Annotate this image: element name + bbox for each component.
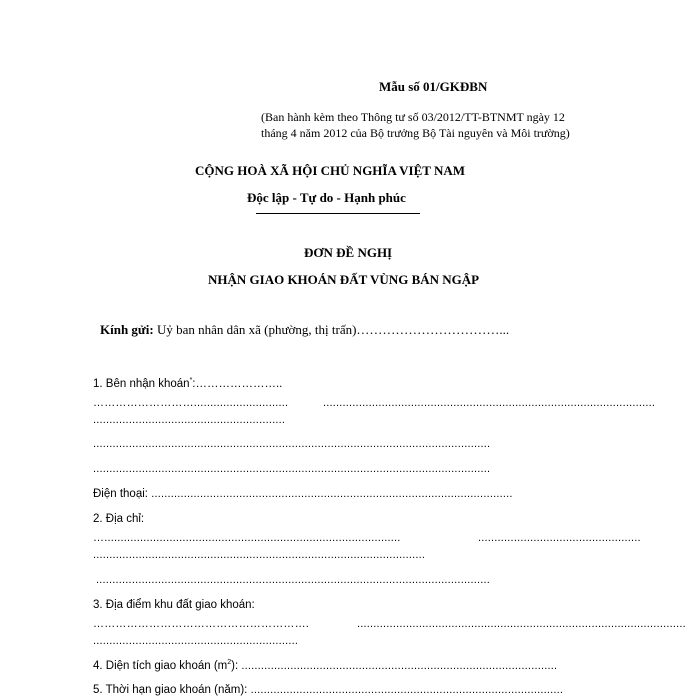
- dotted-line: .........................................................................................................................: [96, 574, 490, 586]
- address-label: 2. Địa chỉ:: [93, 513, 145, 525]
- dotted-line: .....................................................................................................: [357, 618, 686, 630]
- document-title: ĐƠN ĐỀ NGHỊ: [304, 245, 393, 260]
- dotted-line: …...........................................................................................: [93, 532, 401, 544]
- term-field: [93, 684, 563, 696]
- dotted-line: ...........................................................: [93, 414, 286, 426]
- dotted-line: ......................................................................................................: [323, 397, 656, 409]
- dotted-line: ...............................................................: [93, 635, 299, 647]
- dotted-line: ………………………………………………….: [93, 618, 310, 630]
- national-motto: Độc lập - Tự do - Hạnh phúc: [247, 190, 406, 205]
- dotted-line: ..........................................................................................................................: [93, 463, 491, 475]
- recipient-party-label: 1. Bên nhận khoán: [93, 377, 190, 390]
- national-title: CỘNG HOÀ XÃ HỘI CHỦ NGHĨA VIỆT NAM: [195, 163, 466, 178]
- area-unit: 2: [227, 659, 232, 666]
- form-code: Mẫu số 01/GKĐBN: [379, 79, 488, 94]
- phone-label: Điện thoại:: [93, 488, 148, 500]
- recipient-line: [100, 322, 509, 338]
- area-suffix: ):: [231, 659, 239, 672]
- recipient-party-field: [93, 377, 282, 390]
- issuance-note-line2: tháng 4 năm 2012 của Bộ trưởng Bộ Tài nguyên và Môi trường): [261, 126, 570, 140]
- issuance-note-line1: (Ban hành kèm theo Thông tư số 03/2012/TT-BTNMT ngày 12: [261, 110, 565, 124]
- document-subtitle: NHẬN GIAO KHOÁN ĐẤT VÙNG BÁN NGẬP: [208, 272, 480, 287]
- area-label: 4. Diện tích giao khoán (m: [93, 659, 228, 672]
- area-dots: .................................................................................................: [241, 659, 558, 672]
- recipient-text: Uỷ ban nhân dân xã (phường, thị trấn)……………………………...: [156, 322, 510, 337]
- term-dots: ................................................................................................: [250, 684, 564, 696]
- dotted-line: ..........................................................................................................................: [93, 438, 491, 450]
- location-label: 3. Địa điểm khu đất giao khoán:: [93, 599, 255, 611]
- recipient-party-dots: :…………………..: [192, 377, 283, 390]
- dotted-line: ……………………….............................: [93, 397, 289, 409]
- dotted-line: ..................................................: [478, 532, 641, 544]
- phone-field: [93, 488, 513, 500]
- term-label: 5. Thời hạn giao khoán (năm):: [93, 684, 248, 696]
- dotted-line: ......................................................................................................: [93, 549, 426, 561]
- recipient-party-mark: *: [189, 377, 193, 384]
- motto-underline: [256, 213, 420, 214]
- phone-dots: ...............................................................................................................: [151, 488, 513, 500]
- recipient-label: Kính gửi:: [100, 322, 154, 337]
- area-field: [93, 659, 557, 672]
